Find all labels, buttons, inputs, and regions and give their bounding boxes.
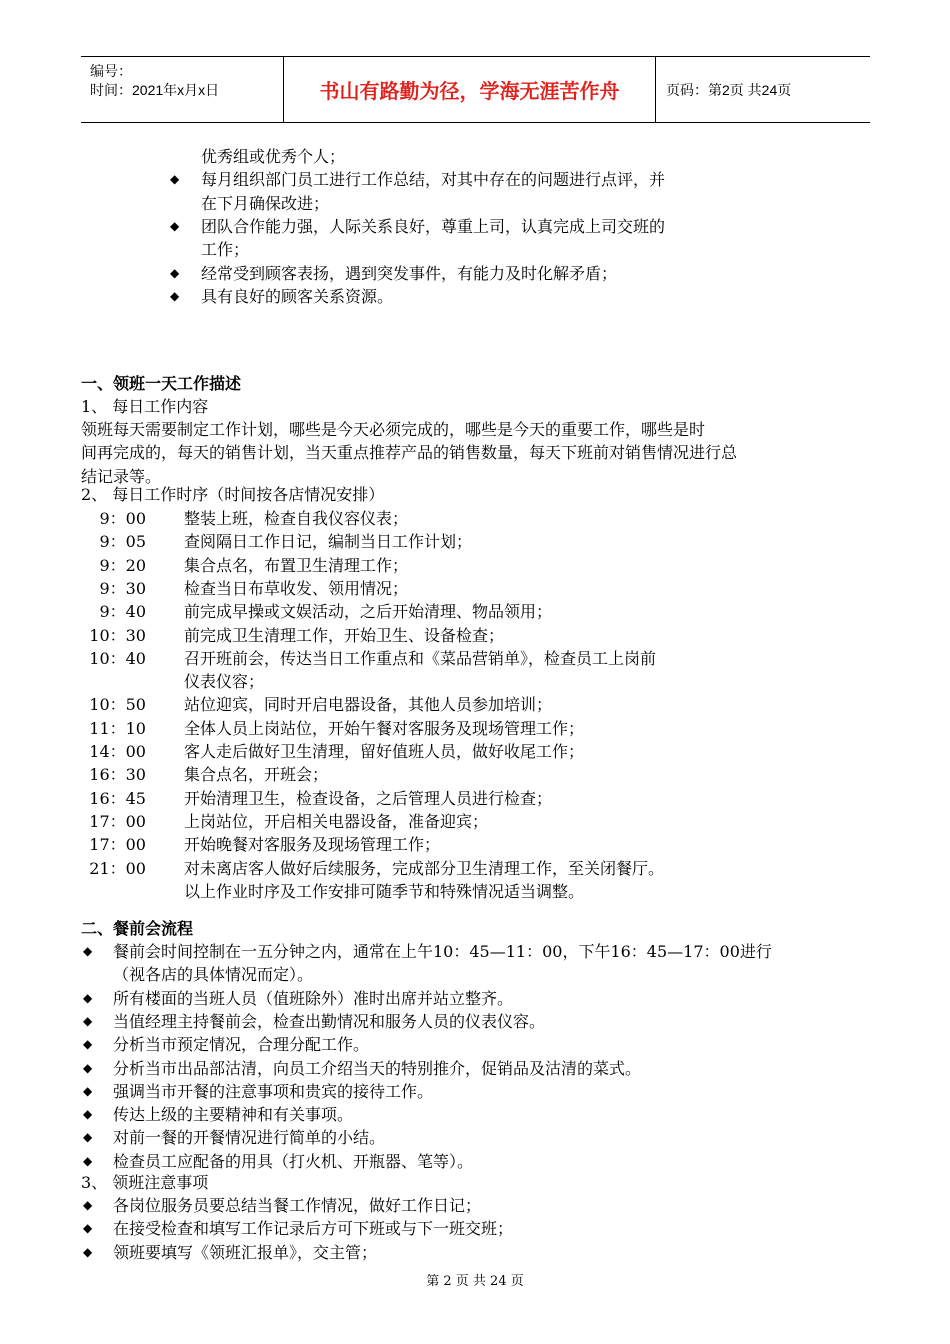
document-date: 时间：2021年x月x日 [90, 82, 220, 98]
document-number-label: 编号： [90, 63, 132, 79]
schedule-time: 9：00 [99, 509, 146, 528]
schedule-time: 10：40 [89, 648, 146, 668]
paragraph-line: 间再完成的，每天的销售计划，当天重点推荐产品的销售数量，每天下班前对销售情况进行总 [81, 443, 738, 463]
diamond-bullet-icon: ◆ [83, 1221, 93, 1236]
schedule-time: 9：05 [99, 532, 146, 552]
list-item-line: 每月组织部门员工进行工作总结，对其中存在的问题进行点评，并 [201, 170, 666, 190]
schedule-time: 17：00 [89, 835, 146, 855]
list-item-line: 分析当市预定情况，合理分配工作。 [113, 1035, 370, 1055]
diamond-bullet-icon: ◆ [83, 1037, 93, 1052]
diamond-bullet-icon: ◆ [170, 288, 180, 303]
subsection-title: 1、 每日工作内容 [81, 397, 209, 416]
page-footer: 第 2 页 共 24 页 [426, 1274, 524, 1289]
diamond-bullet-icon: ◆ [83, 1013, 93, 1028]
list-item-line: 所有楼面的当班人员（值班除外）准时出席并站立整齐。 [113, 988, 514, 1008]
list-item-line: 在接受检查和填写工作记录后方可下班或与下一班交班； [113, 1219, 514, 1239]
schedule-time: 16：45 [89, 788, 146, 808]
schedule-desc: 集合点名，开班会； [184, 765, 329, 785]
list-item-line: 餐前会时间控制在一五分钟之内，通常在上午10：45—11：00，下午16：45—17：00进行 [113, 942, 772, 961]
schedule-desc: 站位迎宾，同时开启电器设备，其他人员参加培训； [184, 695, 553, 715]
schedule-time: 10：30 [89, 625, 146, 645]
schedule-time: 16：30 [89, 765, 146, 785]
diamond-bullet-icon: ◆ [83, 1244, 93, 1259]
diamond-bullet-icon: ◆ [83, 1153, 93, 1168]
list-item-line: 强调当市开餐的注意事项和贵宾的接待工作。 [113, 1081, 434, 1101]
paragraph-line: 结记录等。 [81, 466, 162, 486]
diamond-bullet-icon: ◆ [83, 1130, 93, 1145]
schedule-desc: 检查当日布草收发、领用情况； [184, 578, 409, 598]
schedule-desc: 以上作业时序及工作安排可随季节和特殊情况适当调整。 [184, 881, 585, 901]
schedule-desc: 客人走后做好卫生清理，留好值班人员，做好收尾工作； [184, 742, 585, 761]
schedule-desc: 集合点名，布置卫生清理工作； [184, 555, 409, 575]
diamond-bullet-icon: ◆ [170, 218, 180, 233]
list-item-line: 领班要填写《领班汇报单》，交主管； [113, 1242, 378, 1262]
schedule-desc: 全体人员上岗站位，开始午餐对客服务及现场管理工作； [184, 718, 585, 738]
schedule-desc: 查阅隔日工作日记，编制当日工作计划； [184, 532, 473, 552]
list-item-line: 在下月确保改进； [201, 193, 330, 213]
diamond-bullet-icon: ◆ [83, 1060, 93, 1075]
section-title: 二、餐前会流程 [81, 919, 194, 938]
schedule-time: 21：00 [89, 858, 146, 878]
schedule-time: 9：40 [99, 602, 146, 622]
schedule-desc: 开始清理卫生，检查设备，之后管理人员进行检查； [184, 788, 553, 808]
diamond-bullet-icon: ◆ [83, 1083, 93, 1098]
header-motto: 书山有路勤为径，学海无涯苦作舟 [283, 57, 656, 122]
diamond-bullet-icon: ◆ [83, 944, 93, 958]
schedule-desc: 前完成早操或文娱活动，之后开始清理、物品领用； [184, 602, 553, 622]
diamond-bullet-icon: ◆ [83, 1107, 93, 1122]
diamond-bullet-icon: ◆ [83, 1198, 93, 1212]
paragraph-line: 领班每天需要制定工作计划，哪些是今天必须完成的，哪些是今天的重要工作，哪些是时 [81, 420, 706, 439]
list-item-line: 当值经理主持餐前会，检查出勤情况和服务人员的仪表仪容。 [113, 1011, 546, 1031]
diamond-bullet-icon: ◆ [170, 172, 180, 187]
schedule-desc: 开始晚餐对客服务及现场管理工作； [184, 835, 441, 855]
list-item-line: 优秀组或优秀个人； [201, 147, 346, 166]
subsection-title: 2、 每日工作时序（时间按各店情况安排） [81, 485, 385, 504]
list-item-line: 分析当市出品部沽清，向员工介绍当天的特别推介，促销品及沽清的菜式。 [113, 1058, 642, 1078]
list-item-line: 检查员工应配备的用具（打火机、开瓶器、笔等）。 [113, 1151, 474, 1171]
subsection-title: 3、 领班注意事项 [81, 1173, 209, 1192]
schedule-time: 11：10 [89, 718, 146, 738]
list-item-line: 具有良好的顾客关系资源。 [201, 286, 394, 306]
schedule-desc: 上岗站位，开启相关电器设备，准备迎宾； [184, 811, 489, 831]
schedule-desc: 对未离店客人做好后续服务，完成部分卫生清理工作，至关闭餐厅。 [184, 858, 665, 878]
list-item-line: 经常受到顾客表扬，遇到突发事件，有能力及时化解矛盾； [201, 263, 618, 283]
section-title: 一、领班一天工作描述 [81, 374, 242, 393]
diamond-bullet-icon: ◆ [83, 990, 93, 1005]
list-item-line: 工作； [201, 240, 250, 260]
schedule-time: 9：30 [99, 578, 146, 598]
page-header [81, 56, 870, 123]
list-item-line: 团队合作能力强，人际关系良好，尊重上司，认真完成上司交班的 [201, 216, 666, 236]
schedule-time: 10：50 [89, 695, 146, 715]
schedule-desc: 仪表仪容； [184, 672, 265, 692]
schedule-desc: 整装上班，检查自我仪容仪表； [184, 509, 409, 528]
list-item-line: （视各店的具体情况而定）。 [113, 965, 314, 985]
schedule-time: 17：00 [89, 811, 146, 831]
list-item-line: 各岗位服务员要总结当餐工作情况，做好工作日记； [113, 1196, 482, 1215]
schedule-desc: 前完成卫生清理工作，开始卫生、设备检查； [184, 625, 505, 645]
schedule-time: 9：20 [99, 555, 146, 575]
list-item-line: 对前一餐的开餐情况进行简单的小结。 [113, 1128, 386, 1148]
header-page-info: 页码：第2页 共24页 [666, 81, 792, 98]
schedule-desc: 召开班前会，传达当日工作重点和《菜品营销单》，检查员工上岗前 [184, 648, 657, 668]
list-item-line: 传达上级的主要精神和有关事项。 [113, 1105, 354, 1125]
diamond-bullet-icon: ◆ [170, 265, 180, 280]
header-meta [81, 57, 283, 122]
schedule-time: 14：00 [89, 742, 146, 761]
